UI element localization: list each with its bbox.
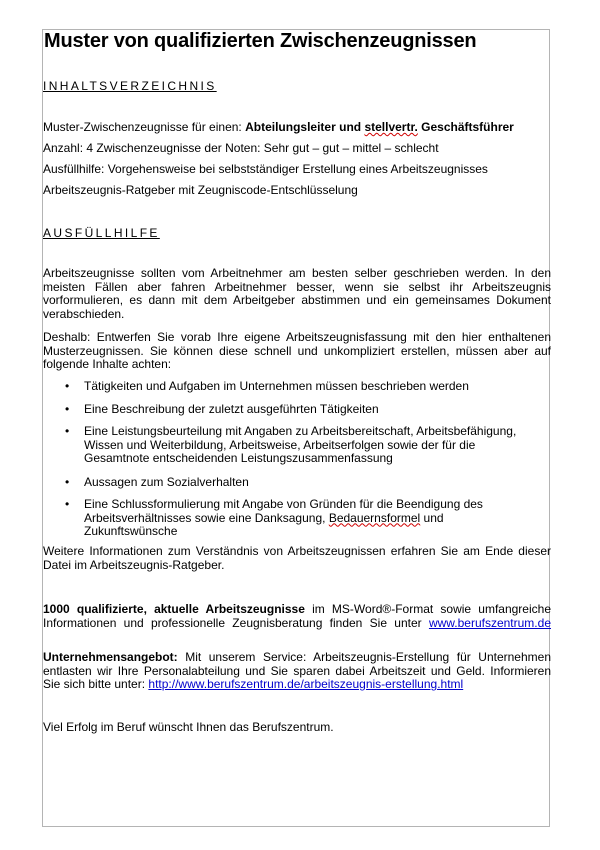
service-link[interactable]: http://www.berufszentrum.de/arbeitszeugnis-erstellung.html xyxy=(148,677,464,691)
toc-line-1-bold-a: Abteilungsleiter und xyxy=(245,120,365,134)
offer-line-3 xyxy=(43,678,551,692)
promo-line-1 xyxy=(43,603,551,617)
list-item-text xyxy=(84,498,534,539)
help-paragraph-1 xyxy=(43,267,551,321)
list-item-line: Wissen und Weiterbildung, Arbeitsweise, Arbeitserfolgen sowie der für die xyxy=(84,437,476,452)
list-item-text: Aussagen zum Sozialverhalten xyxy=(84,475,249,489)
closing-line: Viel Erfolg im Beruf wünscht Ihnen das Berufszentrum. xyxy=(43,720,334,734)
list-item-line: Gesamtnote entscheidenden Leistungszusammenfassung xyxy=(84,451,393,465)
promo-bold: 1000 qualifizierte, aktuelle Arbeitszeugnisse xyxy=(43,602,305,616)
toc-line-1-prefix: Muster-Zwischenzeugnisse für einen: xyxy=(43,120,246,134)
offer-paragraph xyxy=(43,651,551,692)
offer-line-3-text: Sie sich bitte unter: xyxy=(43,677,149,691)
bullet-icon: • xyxy=(65,402,70,416)
list-item-line: Zukunftswünsche xyxy=(84,524,178,538)
toc-line-3: Ausfüllhilfe: Vorgehensweise bei selbstständiger Erstellung eines Arbeitszeugnisses xyxy=(43,162,488,176)
promo-line-2 xyxy=(43,617,551,631)
offer-bold: Unternehmensangebot: xyxy=(43,650,178,664)
promo-line-2-text: Informationen und professionelle Zeugnisberatung finden Sie unter xyxy=(43,615,429,630)
bullet-icon: • xyxy=(65,497,70,511)
help-paragraph-3-line-1: Weitere Informationen zum Verständnis von Arbeitszeugnissen erfahren Sie am Ende dieser xyxy=(43,544,551,558)
toc-line-1-bold-c: Geschäftsführer xyxy=(417,120,514,134)
toc-line-1 xyxy=(43,121,514,135)
list-item-fragment: und xyxy=(420,510,444,525)
promo-paragraph xyxy=(43,603,551,630)
berufszentrum-link[interactable]: www.berufszentrum.de xyxy=(428,615,551,630)
help-paragraph-2-line-3: folgende Inhalte achten: xyxy=(43,357,172,371)
list-item-fragment: Bedauernsformel xyxy=(328,510,421,525)
bullet-icon: • xyxy=(65,379,70,393)
list-item-line: Eine Schlussformulierung mit Angabe von Gründen für die Beendigung des xyxy=(84,497,483,511)
help-paragraph-3-line-2: Datei im Arbeitszeugnis-Ratgeber. xyxy=(43,557,225,572)
list-item-text: Tätigkeiten und Aufgaben im Unternehmen müssen beschrieben werden xyxy=(84,379,469,393)
help-paragraph-3 xyxy=(43,545,551,572)
help-paragraph-2 xyxy=(43,331,551,372)
list-item-text: Eine Beschreibung der zuletzt ausgeführten Tätigkeiten xyxy=(84,402,379,416)
help-paragraph-1-line-4: verabschieden. xyxy=(43,306,125,321)
list-item-line: Eine Leistungsbeurteilung mit Angaben zu Arbeitsbereitschaft, Arbeitsbefähigung, xyxy=(84,424,517,438)
list-item-text xyxy=(84,425,534,466)
toc-line-4: Arbeitszeugnis-Ratgeber mit Zeugniscode-Entschlüsselung xyxy=(43,183,358,197)
bullet-icon: • xyxy=(65,475,70,489)
help-heading: AUSFÜLLHILFE xyxy=(43,226,160,240)
help-paragraph-2-line-2: Musterzeugnissen. Sie können diese schnell und unkompliziert erstellen, müssen aber auf xyxy=(43,343,551,358)
list-item-fragment: Arbeitsverhältnisses sowie eine Danksagung, xyxy=(84,510,329,525)
page-title: Muster von qualifizierten Zwischenzeugnissen xyxy=(44,30,477,52)
offer-line-1 xyxy=(43,651,551,665)
toc-line-2: Anzahl: 4 Zwischenzeugnisse der Noten: Sehr gut – gut – mittel – schlecht xyxy=(43,141,439,155)
promo-line-1-rest: im MS-Word®-Format sowie umfangreiche xyxy=(304,602,551,616)
bullet-icon: • xyxy=(65,424,70,438)
toc-heading: INHALTSVERZEICHNIS xyxy=(43,79,217,93)
help-paragraph-1-line-2: meisten Fällen aber fahren Arbeitnehmer besser, wenn sie selbst ihr Arbeitszeugnis xyxy=(43,279,551,294)
help-paragraph-1-line-3: vorformulieren, es dann mit dem Arbeitgeber abstimmen und ein gemeinsames Dokument xyxy=(43,293,551,307)
toc-line-1-bold-b: stellvertr. xyxy=(364,120,418,134)
offer-line-2: entlasten wir Ihre Personalabteilung und Sie sparen dabei Arbeitszeit und Geld. Informieren xyxy=(43,663,551,678)
offer-line-1-rest: Mit unserem Service: Arbeitszeugnis-Erstellung für Unternehmen xyxy=(177,650,551,664)
help-paragraph-1-line-1: Arbeitszeugnisse sollten vom Arbeitnehmer am besten selber geschrieben werden. In den xyxy=(43,266,551,280)
help-paragraph-2-line-1: Deshalb: Entwerfen Sie vorab Ihre eigene Arbeitszeugnisfassung mit den hier enthaltenen xyxy=(43,330,551,344)
list-item-line xyxy=(84,512,534,526)
